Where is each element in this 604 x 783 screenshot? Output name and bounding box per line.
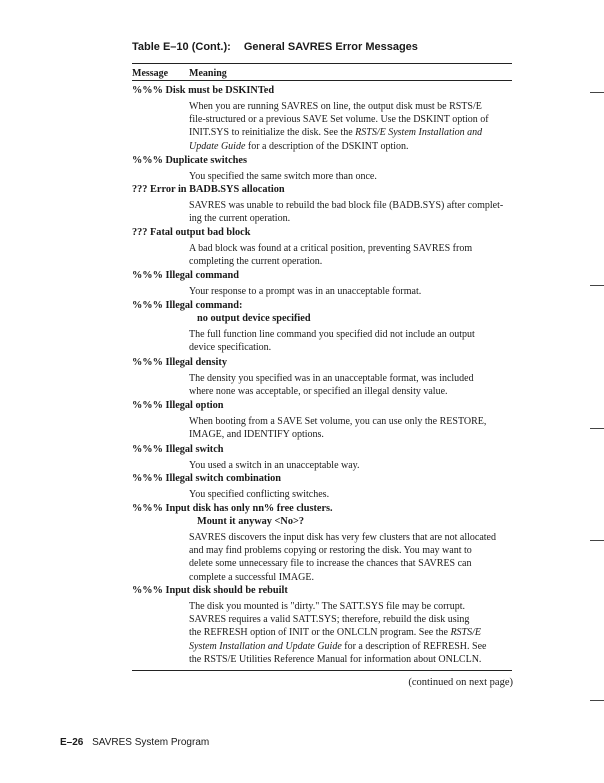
- header-meaning: Meaning: [189, 68, 227, 79]
- scan-mark: [590, 92, 604, 93]
- error-message: Mount it anyway <No>?: [197, 516, 304, 527]
- error-message: ??? Fatal output bad block: [132, 227, 251, 238]
- scan-mark: [590, 285, 604, 286]
- meaning-line: [189, 557, 512, 570]
- meaning-text: The disk you mounted is "dirty." The SATT.SYS file may be corrupt.: [189, 601, 466, 612]
- meaning-text: completing the current operation.: [189, 256, 323, 268]
- meaning-text: When you are running SAVRES on line, the output disk must be RSTS/E: [189, 101, 482, 112]
- meaning-line: [189, 613, 512, 626]
- meaning-text: for a description of the DSKINT option.: [245, 140, 409, 152]
- continued-note: (continued on next page): [408, 677, 513, 688]
- error-meaning: [189, 372, 512, 398]
- error-meaning: [189, 488, 512, 501]
- error-message: ??? Error in BADB.SYS allocation: [132, 184, 285, 195]
- table-row: [132, 443, 512, 472]
- meaning-text: You used a switch in an unacceptable way.: [189, 460, 360, 471]
- scan-mark: [590, 540, 604, 541]
- error-message: no output device specified: [197, 313, 311, 324]
- table-title: [132, 41, 418, 53]
- error-meaning: [189, 100, 512, 153]
- table-row: [132, 502, 512, 584]
- error-meaning: [189, 415, 512, 441]
- error-message: %%% Disk must be DSKINTed: [132, 85, 275, 96]
- error-meaning: [189, 600, 512, 666]
- meaning-text: The density you specified was in an unacceptable format, was included: [189, 373, 474, 384]
- meaning-line: [189, 531, 512, 544]
- meaning-text: When booting from a SAVE Set volume, you can use only the RESTORE,: [189, 416, 487, 427]
- table-row: [132, 584, 512, 666]
- meaning-line: [189, 328, 512, 341]
- error-meaning: [189, 285, 512, 298]
- table-caption: Table E–10 (Cont.):: [132, 41, 231, 53]
- meaning-line: [189, 600, 512, 613]
- header-message: Message: [132, 68, 169, 79]
- meaning-text: You specified the same switch more than once.: [189, 171, 377, 182]
- meaning-text: You specified conflicting switches.: [189, 489, 330, 500]
- meaning-text: file-structured or a previous SAVE Set volume. Use the DSKINT option of: [189, 114, 489, 126]
- scan-mark: [590, 428, 604, 429]
- error-message: %%% Input disk has only nn% free clusters.: [132, 503, 333, 514]
- meaning-line: [189, 140, 512, 153]
- error-message: %%% Illegal command:: [132, 300, 243, 311]
- error-message: %%% Illegal density: [132, 357, 227, 368]
- error-message: %%% Illegal switch combination: [132, 473, 282, 484]
- table-row: [132, 472, 512, 501]
- meaning-text: Your response to a prompt was in an unacceptable format.: [189, 286, 422, 297]
- meaning-line: [189, 653, 512, 666]
- book-title: RSTS/E: [450, 627, 482, 639]
- meaning-line: [189, 544, 512, 557]
- table-row: [132, 84, 512, 153]
- meaning-text: SAVRES was unable to rebuild the bad block file (BADB.SYS) after complet-: [189, 200, 504, 211]
- meaning-line: [189, 255, 512, 268]
- table-row: [132, 356, 512, 398]
- error-message: %%% Illegal command: [132, 270, 239, 281]
- meaning-line: [189, 626, 512, 639]
- meaning-text: A bad block was found at a critical position, preventing SAVRES from: [189, 243, 473, 254]
- table-row: [132, 269, 512, 298]
- meaning-text: the REFRESH option of INIT or the ONLCLN program. See the: [189, 627, 451, 639]
- scan-mark: [590, 700, 604, 701]
- meaning-text: device specification.: [189, 342, 272, 354]
- page-footer: [60, 737, 209, 748]
- meaning-text: ing the current operation.: [189, 213, 291, 225]
- book-title: Update Guide: [189, 140, 246, 152]
- meaning-line: [189, 372, 512, 385]
- meaning-line: [189, 100, 512, 113]
- meaning-text: and may find problems copying or restoring the disk. You may want to: [189, 545, 472, 557]
- meaning-text: for a description of REFRESH. See: [341, 640, 487, 652]
- meaning-text: where none was acceptable, or specified an illegal density value.: [189, 386, 448, 398]
- book-title: System Installation and Update Guide: [189, 640, 342, 652]
- meaning-line: [189, 212, 512, 225]
- error-meaning: [189, 459, 512, 472]
- error-meaning: [189, 242, 512, 268]
- meaning-line: [189, 113, 512, 126]
- error-meaning: [189, 170, 512, 183]
- table-row: [132, 226, 512, 268]
- top-rule: [132, 63, 512, 64]
- meaning-text: IMAGE, and IDENTIFY options.: [189, 429, 324, 441]
- meaning-line: [189, 242, 512, 255]
- meaning-line: [189, 199, 512, 212]
- meaning-line: [189, 126, 512, 139]
- table-row: [132, 399, 512, 441]
- error-message: %%% Illegal switch: [132, 444, 224, 455]
- meaning-line: [189, 415, 512, 428]
- meaning-line: [189, 285, 512, 298]
- footer-title: SAVRES System Program: [92, 737, 210, 748]
- page-number: E–26: [60, 737, 84, 748]
- table-title-text: General SAVRES Error Messages: [243, 41, 418, 53]
- error-meaning: [189, 199, 512, 225]
- table-row: [132, 299, 512, 354]
- meaning-text: delete some unnecessary file to increase the chances that SAVRES can: [189, 558, 472, 570]
- meaning-line: [189, 385, 512, 398]
- meaning-text: The full function line command you specified did not include an output: [189, 329, 475, 340]
- table-row: [132, 154, 512, 183]
- header-rule: [132, 80, 512, 81]
- meaning-text: SAVRES requires a valid SATT.SYS; therefore, rebuild the disk using: [189, 614, 470, 626]
- error-message: %%% Input disk should be rebuilt: [132, 585, 288, 596]
- meaning-line: [189, 571, 512, 584]
- meaning-text: SAVRES discovers the input disk has very few clusters that are not allocated: [189, 532, 496, 543]
- bottom-rule: [132, 670, 512, 671]
- meaning-text: the RSTS/E Utilities Reference Manual for information about ONLCLN.: [189, 653, 482, 665]
- meaning-text: INIT.SYS to reinitialize the disk. See the: [189, 127, 356, 139]
- meaning-text: complete a successful IMAGE.: [189, 571, 314, 583]
- error-meaning: [189, 328, 512, 354]
- meaning-line: [189, 640, 512, 653]
- error-message: %%% Duplicate switches: [132, 155, 247, 166]
- meaning-line: [189, 459, 512, 472]
- error-meaning: [189, 531, 512, 584]
- book-title: RSTS/E System Installation and: [355, 127, 483, 139]
- table-row: [132, 183, 512, 225]
- meaning-line: [189, 428, 512, 441]
- meaning-line: [189, 488, 512, 501]
- meaning-line: [189, 341, 512, 354]
- error-message: %%% Illegal option: [132, 400, 224, 411]
- meaning-line: [189, 170, 512, 183]
